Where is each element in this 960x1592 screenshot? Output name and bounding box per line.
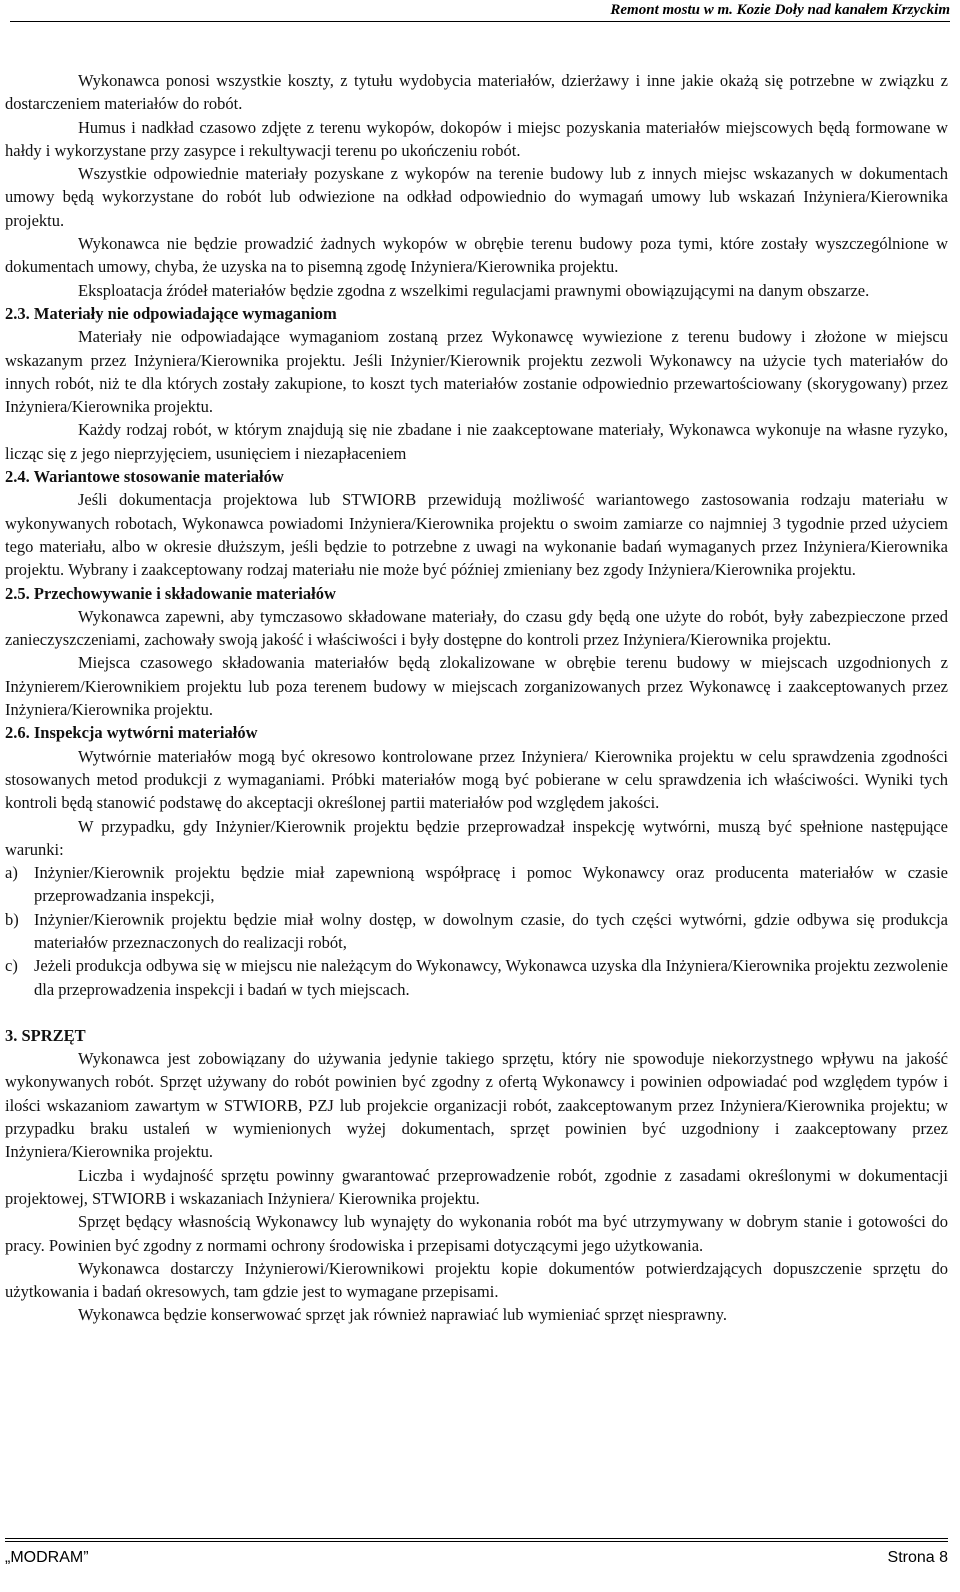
list-item-text: Inżynier/Kierownik projektu będzie miał wolny dostęp, w dowolnym czasie, do tych części wytwórni, gdzie odbywa się produkcja materiałów przeznaczonych do realizacji robót, (34, 909, 948, 952)
paragraph: Sprzęt będący własnością Wykonawcy lub wynajęty do wykonania robót ma być utrzymywany w dobrym stanie i gotowości do pracy. Powinien być zgodny z normami ochrony środowiska i przepisami dotyczącymi jego użytkowania. (5, 1212, 948, 1255)
list-marker: c) (5, 956, 18, 976)
page-footer (5, 1545, 948, 1571)
paragraph: Wykonawca zapewni, aby tymczasowo składowane materiały, do czasu gdy będą one użyte do robót, były zabezpieczone przed zanieczyszczeniami, zachowały swoją jakość i właściwości i były dostępne do kontroli przez Inżyniera/Kierownika projektu. (5, 606, 948, 650)
list-item-text: Inżynier/Kierownik projektu będzie miał zapewnioną współpracę i pomoc Wykonawcy oraz producenta materiałów w czasie przeprowadzania inspekcji, (34, 863, 948, 906)
footer-divider (5, 1538, 948, 1539)
section-heading-2-4: 2.4. Wariantowe stosowanie materiałów (5, 467, 284, 487)
paragraph: Wykonawca ponosi wszystkie koszty, z tytułu wydobycia materiałów, dzierżawy i inne jakie okażą się potrzebne w związku z dostarczeniem materiałów do robót. (5, 71, 948, 114)
paragraph: Miejsca czasowego składowania materiałów będą zlokalizowane w obrębie terenu budowy w miejscach uzgodnionych z Inżynierem/Kierownikiem projektu lub poza terenem budowy w miejscach zorganizowanych przez Wykonawcę i zaakceptowanych przez Inżyniera/Kierownika projektu. (5, 653, 948, 720)
list-item (5, 954, 948, 1001)
paragraph: Wytwórnie materiałów mogą być okresowo kontrolowane przez Inżyniera/ Kierownika projektu w celu sprawdzenia zgodności stosowanych metod produkcji z wymaganiami. Próbki materiałów mogą być pobierane w celu sprawdzenia ich właściwości. Wyniki tych kontroli będą stanowić podstawę do akceptacji określonej partii materiałów pod względem jakości. (5, 746, 948, 813)
page-number: Strona 8 (887, 1549, 948, 1566)
paragraph: W przypadku, gdy Inżynier/Kierownik projektu będzie przeprowadzał inspekcję wytwórni, muszą być spełnione następujące warunki: (5, 816, 948, 859)
section-heading-3: 3. SPRZĘT (5, 1025, 86, 1045)
section-heading-2-3: 2.3. Materiały nie odpowiadające wymaganiom (5, 303, 337, 323)
conditions-list (5, 861, 948, 1001)
list-item (5, 908, 948, 955)
paragraph: Humus i nadkład czasowo zdjęte z terenu wykopów, dokopów i miejsc pozyskania materiałów miejscowych będą formowane w hałdy i wykorzystane przy zasypce i rekultywacji terenu po ukończeniu robót. (5, 117, 948, 160)
list-marker: a) (5, 863, 18, 883)
section-heading-2-6: 2.6. Inspekcja wytwórni materiałów (5, 723, 258, 743)
footer-company: „MODRAM” (5, 1549, 89, 1566)
paragraph: Eksploatacja źródeł materiałów będzie zgodna z wszelkimi regulacjami prawnymi obowiązującymi na danym obszarze. (78, 280, 870, 300)
document-body (5, 69, 948, 1327)
paragraph: Wykonawca dostarczy Inżynierowi/Kierownikowi projektu kopie dokumentów potwierdzających dopuszczenie sprzętu do użytkowania i badań okresowych, tam gdzie jest to wymagane przepisami. (5, 1258, 948, 1302)
section-heading-2-5: 2.5. Przechowywanie i składowanie materiałów (5, 583, 336, 603)
running-header: Remont mostu w m. Kozie Doły nad kanałem Krzyckim (10, 0, 950, 22)
footer-divider (5, 1541, 948, 1542)
paragraph: Wykonawca nie będzie prowadzić żadnych wykopów w obrębie terenu budowy poza tymi, które zostały wyszczególnione w dokumentach umowy, chyba, że uzyska na to pisemną zgodę Inżyniera/Kierownika projektu. (5, 234, 948, 277)
list-marker: b) (5, 909, 19, 929)
paragraph: Liczba i wydajność sprzętu powinny gwarantować przeprowadzenie robót, zgodnie z zasadami określonymi w dokumentacji projektowej, STWIORB i wskazaniach Inżyniera/ Kierownika projektu. (5, 1165, 948, 1208)
paragraph: Jeśli dokumentacja projektowa lub STWIORB przewidują możliwość wariantowego zastosowania rodzaju materiału w wykonywanych robotach, Wykonawca powiadomi Inżyniera/Kierownika projektu o swoim zamiarze co najmniej 3 tygodnie przed użyciem tego materiału, albo w okresie dłuższym, jeśli będzie to potrzebne z uwagi na wykonanie badań wymaganych przez Inżyniera/Kierownika projektu. Wybrany i zaakceptowany rodzaj materiału nie może być później zmieniany bez zgody Inżyniera/Kierownika projektu. (5, 490, 948, 580)
list-item-text: Jeżeli produkcja odbywa się w miejscu nie należącym do Wykonawcy, Wykonawca uzyska dla Inżyniera/Kierownika projektu zezwolenie dla przeprowadzenia inspekcji i badań w tych miejscach. (34, 956, 948, 999)
paragraph: Materiały nie odpowiadające wymaganiom zostaną przez Wykonawcę wywiezione z terenu budowy i złożone w miejscu wskazanym przez Inżyniera/Kierownika projektu. Jeśli Inżynier/Kierownik projektu zezwoli Wykonawcy na użycie tych materiałów do innych robót, niż te dla których zostały zakupione, to koszt tych materiałów zostanie odpowiednio przewartościowany (skorygowany) przez Inżyniera/Kierownika projektu. (5, 327, 948, 417)
paragraph: Każdy rodzaj robót, w którym znajdują się nie zbadane i nie zaakceptowane materiały, Wykonawca wykonuje na własne ryzyko, licząc się z jego nieprzyjęciem, usunięciem i niezapłaceniem (5, 420, 948, 463)
list-item (5, 861, 948, 908)
paragraph: Wykonawca jest zobowiązany do używania jedynie takiego sprzętu, który nie spowoduje niekorzystnego wpływu na jakość wykonywanych robót. Sprzęt używany do robót powinien być zgodny z ofertą Wykonawcy i powinien odpowiadać pod względem typów i ilości wskazaniom zawartym w STWIORB, PZJ lub projekcie organizacji robót, zaakceptowanym przez Inżyniera/Kierownika projektu; w przypadku braku ustaleń w wymienionych wyżej dokumentach, sprzęt powinien być uzgodniony i zaakceptowany przez Inżyniera/Kierownika projektu. (5, 1049, 948, 1162)
paragraph: Wykonawca będzie konserwować sprzęt jak również naprawiać lub wymieniać sprzęt niesprawny. (78, 1305, 727, 1325)
paragraph: Wszystkie odpowiednie materiały pozyskane z wykopów na terenie budowy lub z innych miejsc wskazanych w dokumentach umowy będą wykorzystane do robót lub odwiezione na odkład odpowiednio do wymagań umowy lub wskazań Inżyniera/Kierownika projektu. (5, 164, 948, 230)
